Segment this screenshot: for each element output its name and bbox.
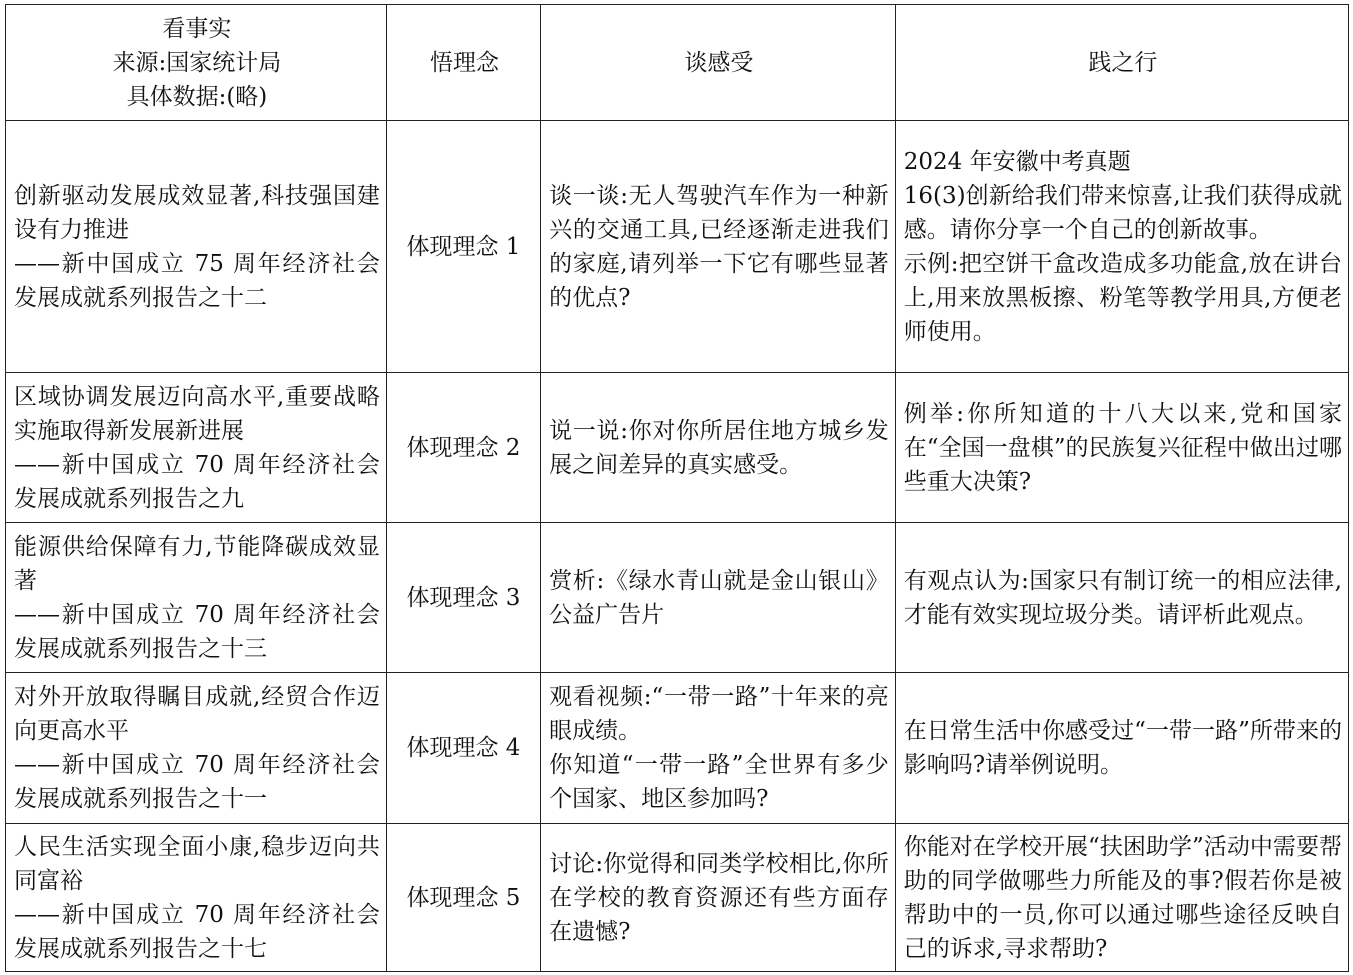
concept-cell: 体现理念 4 <box>386 673 540 824</box>
fact-source: ——新中国成立 70 周年经济社会发展成就系列报告之十七 <box>14 901 380 962</box>
header-facts <box>6 5 387 121</box>
fact-cell <box>6 121 387 373</box>
action-cell <box>895 824 1348 972</box>
fact-cell <box>6 673 387 824</box>
talk-cell: 讨论:你觉得和同类学校相比,你所在学校的教育资源还有些方面存在遗憾? <box>541 824 896 972</box>
table-row <box>6 824 1349 972</box>
fact-source: ——新中国成立 75 周年经济社会发展成就系列报告之十二 <box>14 250 380 311</box>
action-line: 例举:你所知道的十八大以来,党和国家在“全国一盘棋”的民族复兴征程中做出过哪些重大决策? <box>903 400 1342 495</box>
action-line: 在日常生活中你感受过“一带一路”所带来的影响吗?请举例说明。 <box>903 718 1342 778</box>
action-line: 有观点认为:国家只有制订统一的相应法律,才能有效实现垃圾分类。请评析此观点。 <box>903 567 1342 628</box>
fact-cell <box>6 523 387 673</box>
fact-source: ——新中国成立 70 周年经济社会发展成就系列报告之十三 <box>14 601 380 662</box>
talk-line: 你知道“一带一路”全世界有多少个国家、地区参加吗? <box>549 752 889 812</box>
table-row <box>6 121 1349 373</box>
fact-title: 人民生活实现全面小康,稳步迈向共同富裕 <box>14 833 380 894</box>
header-facts-line-1: 看事实 <box>162 15 232 42</box>
talk-cell <box>541 673 896 824</box>
talk-cell: 谈一谈:无人驾驶汽车作为一种新兴的交通工具,已经逐渐走进我们的家庭,请列举一下它有哪些显著的优点? <box>541 121 896 373</box>
talk-cell: 赏析:《绿水青山就是金山银山》公益广告片 <box>541 523 896 673</box>
concept-cell: 体现理念 1 <box>386 121 540 373</box>
fact-cell <box>6 824 387 972</box>
header-concept: 悟理念 <box>386 5 540 121</box>
fact-cell <box>6 373 387 523</box>
header-row <box>6 5 1349 121</box>
concept-cell: 体现理念 2 <box>386 373 540 523</box>
concept-cell: 体现理念 5 <box>386 824 540 972</box>
action-line: 你能对在学校开展“扶困助学”活动中需要帮助的同学做哪些力所能及的事?假若你是被帮助中的一员,你可以通过哪些途径反映自己的诉求,寻求帮助? <box>903 833 1342 962</box>
action-line: 示例:把空饼干盒改造成多功能盒,放在讲台上,用来放黑板擦、粉笔等教学用具,方便老师使用。 <box>903 250 1342 345</box>
action-line: 16(3)创新给我们带来惊喜,让我们获得成就感。请你分享一个自己的创新故事。 <box>903 182 1342 243</box>
action-cell <box>895 673 1348 824</box>
table-row <box>6 673 1349 824</box>
concept-cell: 体现理念 3 <box>386 523 540 673</box>
header-facts-line-2: 来源:国家统计局 <box>112 49 282 76</box>
fact-source: ——新中国成立 70 周年经济社会发展成就系列报告之十一 <box>14 752 380 812</box>
talk-line: 观看视频:“一带一路”十年来的亮眼成绩。 <box>549 684 889 744</box>
action-cell <box>895 373 1348 523</box>
header-action: 践之行 <box>895 5 1348 121</box>
table-row <box>6 373 1349 523</box>
header-facts-line-3: 具体数据:(略) <box>126 83 268 110</box>
fact-title: 创新驱动发展成效显著,科技强国建设有力推进 <box>14 182 380 243</box>
action-line: 2024 年安徽中考真题 <box>903 148 1131 175</box>
fact-title: 区域协调发展迈向高水平,重要战略实施取得新发展新进展 <box>14 383 380 444</box>
talk-cell: 说一说:你对你所居住地方城乡发展之间差异的真实感受。 <box>541 373 896 523</box>
action-cell <box>895 523 1348 673</box>
fact-title: 对外开放取得瞩目成就,经贸合作迈向更高水平 <box>14 684 380 744</box>
fact-source: ——新中国成立 70 周年经济社会发展成就系列报告之九 <box>14 451 380 512</box>
table-row <box>6 523 1349 673</box>
header-feelings: 谈感受 <box>541 5 896 121</box>
fact-title: 能源供给保障有力,节能降碳成效显著 <box>14 533 380 594</box>
action-cell <box>895 121 1348 373</box>
worksheet-table <box>5 4 1349 972</box>
